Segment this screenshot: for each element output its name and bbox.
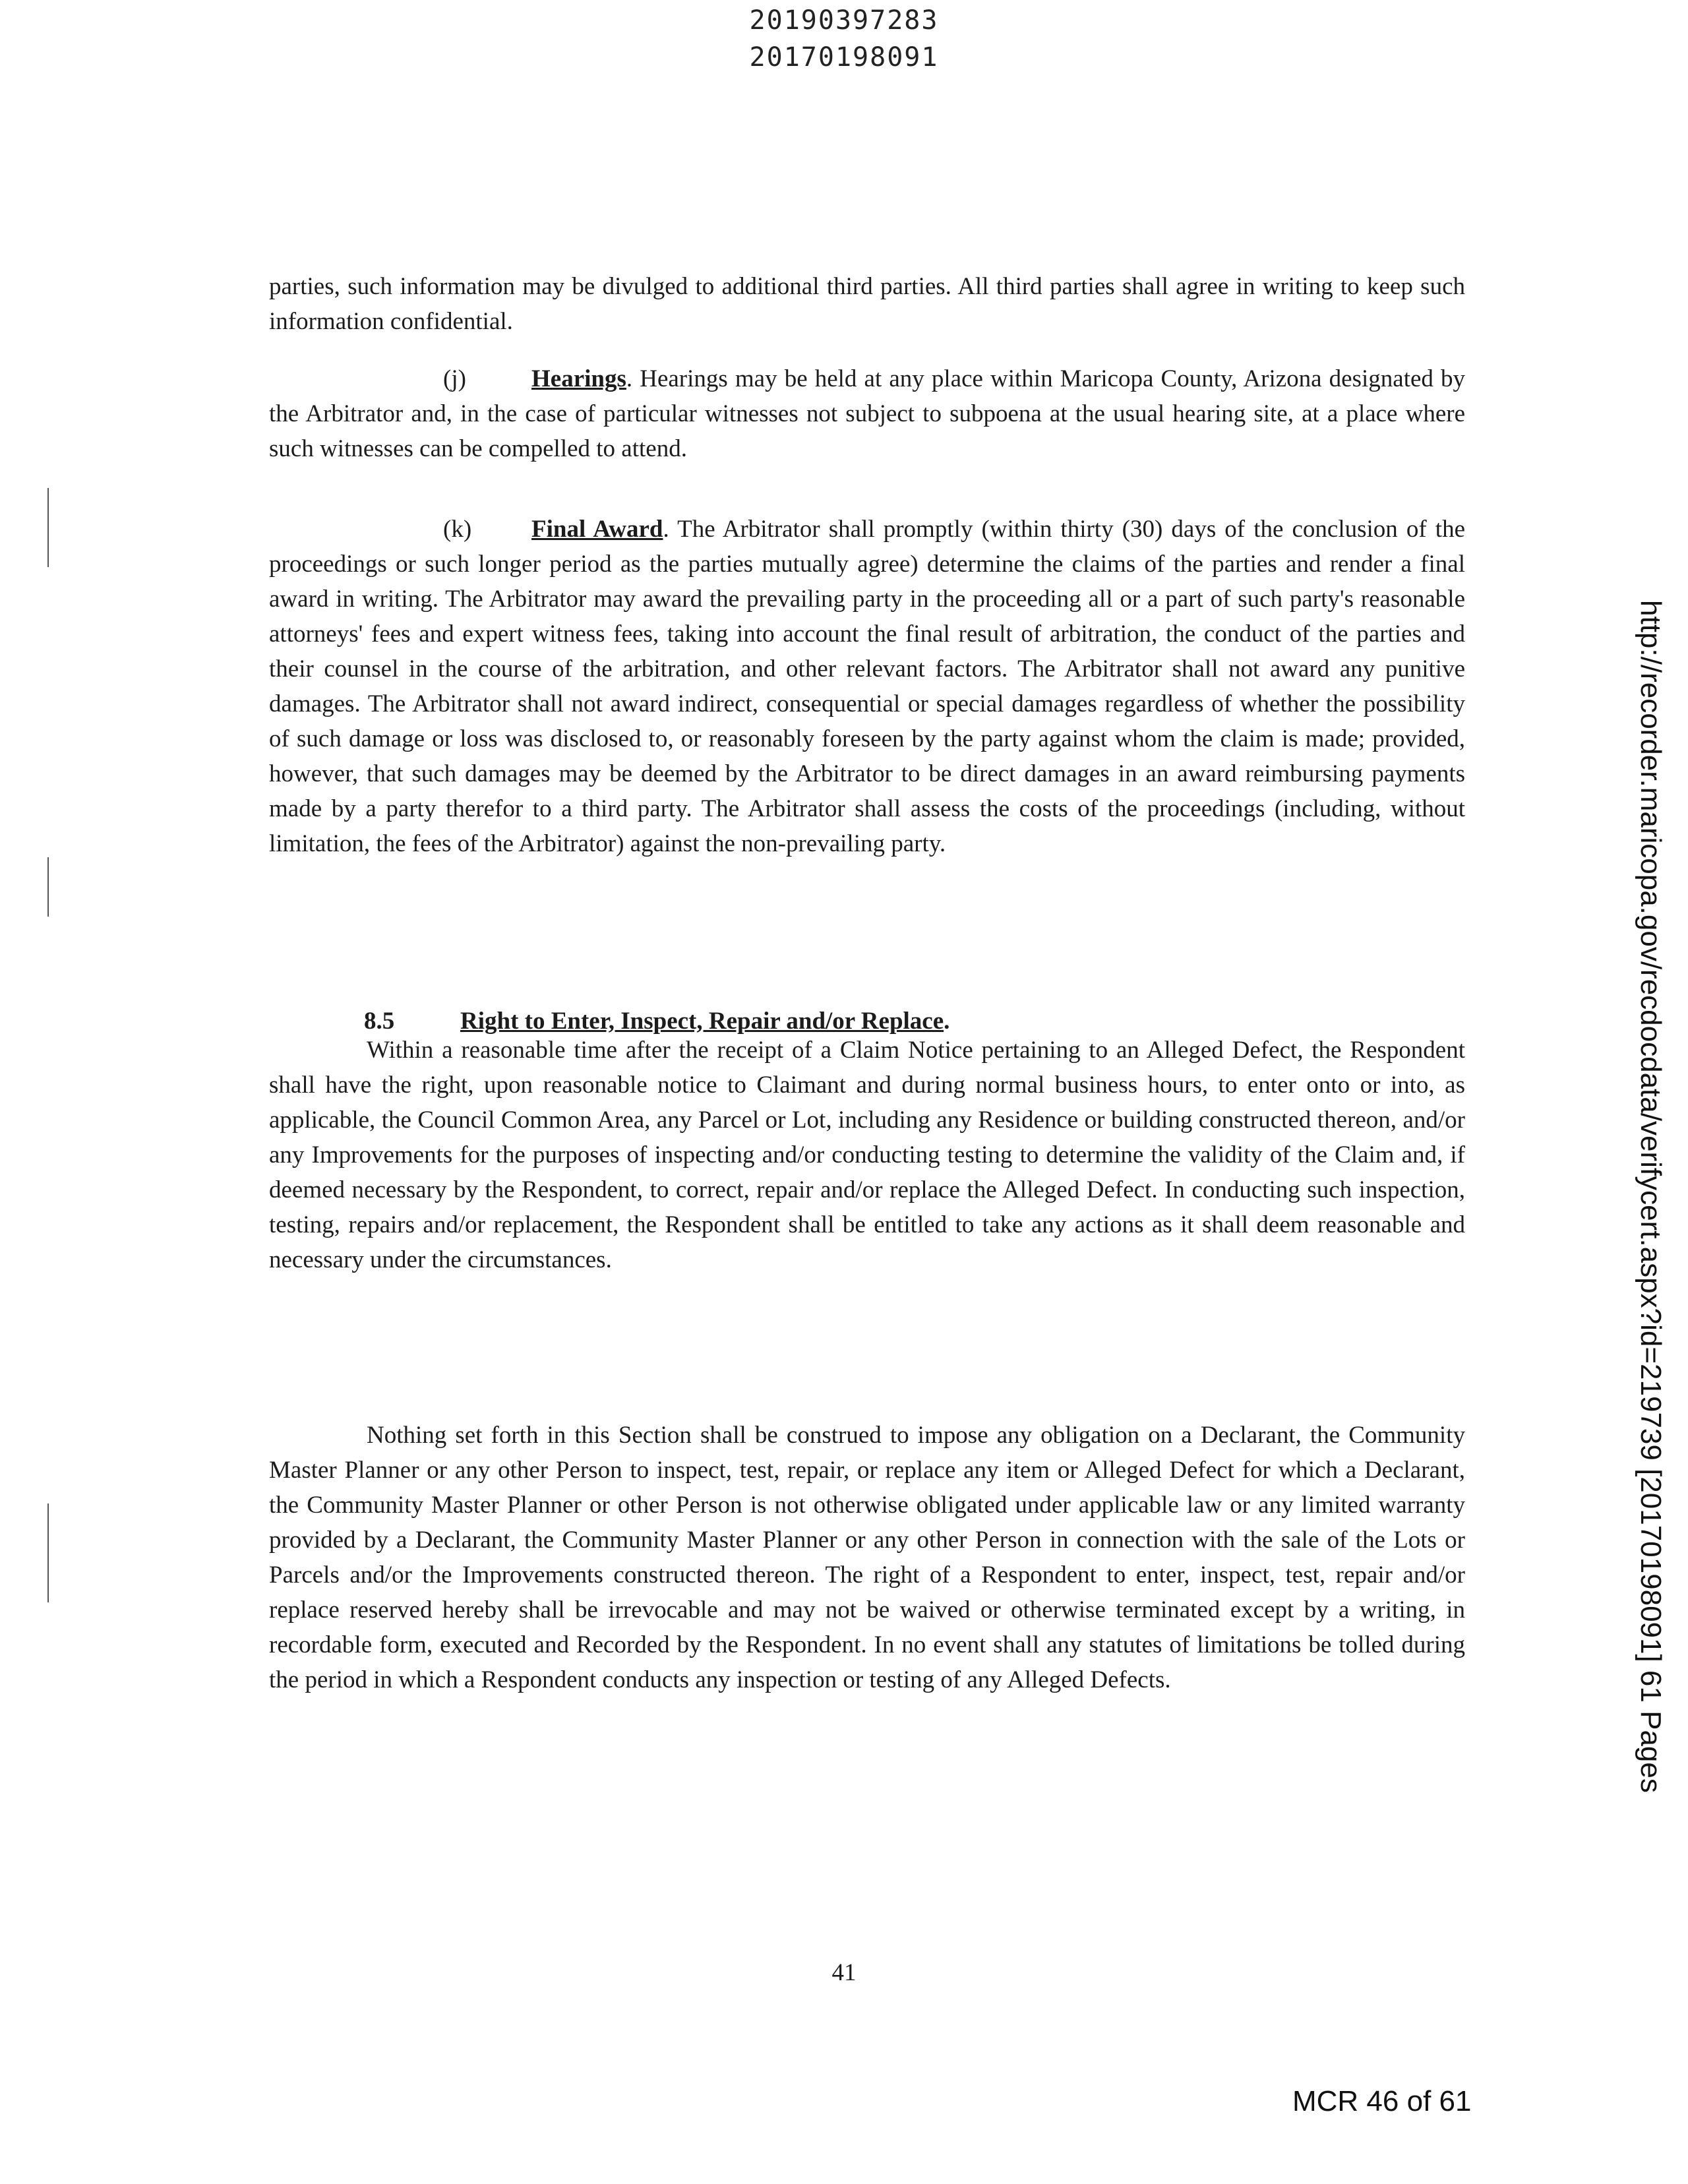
section-title: Right to Enter, Inspect, Repair and/or Replace	[460, 1008, 944, 1035]
scan-margin-mark	[47, 857, 49, 917]
scan-margin-mark	[47, 1503, 49, 1602]
paragraph-right-to-enter: Within a reasonable time after the receipt of a Claim Notice pertaining to an Alleged Defect, the Respondent shall have the right, upon reasonable notice to Claimant and during normal business hours, to enter onto or into, as applicable, the Council Common Area, any Parcel or Lot, including any Residence or building constructed thereon, and/or any Improvements for the purposes of inspecting and/or conducting testing to determine the validity of the Claim and, if deemed necessary by the Respondent, to correct, repair and/or replace the Alleged Defect. In conducting such inspection, testing, repairs and/or replacement, the Respondent shall be entitled to take any actions as it shall deem reasonable and necessary under the circumstances.	[269, 1037, 1465, 1273]
verification-url-stamp: http://recorder.maricopa.gov/recdocdata/verifycert.aspx?id=219739 [20170198091] 61 Pages	[1635, 600, 1667, 1793]
subsection-heading-hearings: Hearings	[531, 365, 626, 392]
subsection-label: (k)	[443, 516, 472, 543]
paragraph-final-award	[269, 512, 1465, 861]
scan-margin-mark	[47, 488, 49, 567]
mcr-page-label: MCR 46 of 61	[1292, 2085, 1472, 2117]
subsection-text: . The Arbitrator shall promptly (within thirty (30) days of the conclusion of the proceedings or such longer period as the parties mutually agree) determine the claims of the parties and render a final award in writing. The Arbitrator may award the prevailing party in the proceeding all or a part of such party's reasonable attorneys' fees and expert witness fees, taking into account the final result of arbitration, the conduct of the parties and their counsel in the course of the arbitration, and other relevant factors. The Arbitrator shall not award any punitive damages. The Arbitrator shall not award indirect, consequential or special damages regardless of whether the possibility of such damage or loss was disclosed to, or reasonably foreseen by the party against whom the claim is made; provided, however, that such damages may be deemed by the Arbitrator to be direct damages in an award reimbursing payments made by a party therefor to a third party. The Arbitrator shall assess the costs of the proceedings (including, without limitation, the fees of the Arbitrator) against the non-prevailing party.	[269, 516, 1465, 857]
page-number: 41	[831, 1959, 857, 1986]
recording-number-top: 20190397283	[749, 5, 939, 36]
paragraph-hearings	[269, 361, 1465, 466]
subsection-label: (j)	[443, 365, 466, 392]
recording-number-secondary: 20170198091	[749, 42, 939, 73]
paragraph-continuation: parties, such information may be divulged to additional third parties. All third parties shall agree in writing to keep such information confidential.	[269, 273, 1465, 335]
subsection-text: . Hearings may be held at any place within Maricopa County, Arizona designated by the Arbitrator and, in the case of particular witnesses not subject to subpoena at the usual hearing site, at a place where such witnesses can be compelled to attend.	[269, 365, 1465, 462]
subsection-heading-final-award: Final Award	[531, 516, 663, 543]
section-title-period: .	[944, 1008, 950, 1035]
section-number: 8.5	[364, 1008, 395, 1035]
paragraph-no-obligation: Nothing set forth in this Section shall be construed to impose any obligation on a Declarant, the Community Master Planner or any other Person to inspect, test, repair, or replace any item or Alleged Defect for which a Declarant, the Community Master Planner or other Person is not otherwise obligated under applicable law or any limited warranty provided by a Declarant, the Community Master Planner or any other Person in connection with the sale of the Lots or Parcels and/or the Improvements constructed thereon. The right of a Respondent to enter, inspect, test, repair and/or replace reserved hereby shall be irrevocable and may not be waived or otherwise terminated except by a writing, in recordable form, executed and Recorded by the Respondent. In no event shall any statutes of limitations be tolled during the period in which a Respondent conducts any inspection or testing of any Alleged Defects.	[269, 1422, 1465, 1693]
